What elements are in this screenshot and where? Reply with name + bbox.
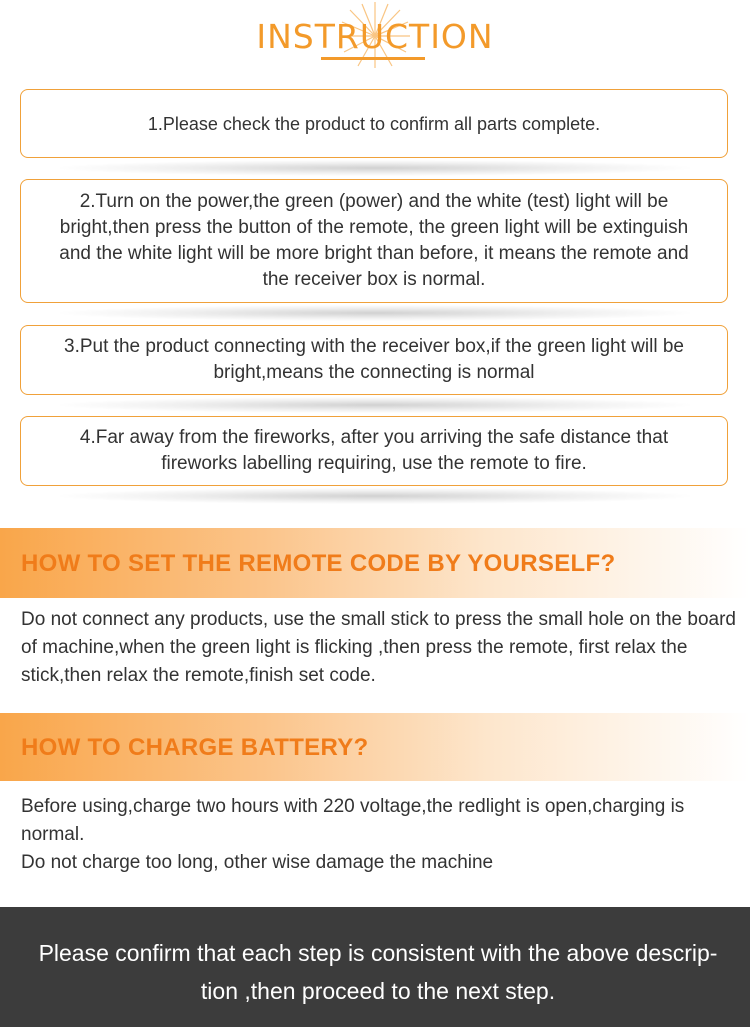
step-text: 4.Far away from the fireworks, after you arriving the safe distance that fireworks labelling requiring, use the remote to fire. <box>79 427 669 474</box>
remote-code-body: Do not connect any products, use the small stick to press the small hole on the board of machine,when the green light is flicking ,then press the remote, first relax the stick,then relax the remote,finish set code. <box>21 609 736 686</box>
page-title: INSTRUCTION <box>256 17 494 56</box>
step-card-2 <box>20 179 728 303</box>
step-card-1 <box>20 89 728 158</box>
footer-text: Please confirm that each step is consistent with the above descrip-tion ,then proceed to the next step. <box>38 940 718 1004</box>
step-card-3 <box>20 325 728 395</box>
charge-battery-line: Do not charge too long, other wise damage the machine <box>21 852 494 873</box>
page-header <box>0 0 750 70</box>
charge-battery-banner <box>0 713 750 781</box>
remote-code-banner <box>0 528 750 598</box>
charge-battery-line: Before using,charge two hours with 220 voltage,the redlight is open,charging is normal. <box>21 796 685 845</box>
title-underline <box>321 57 425 60</box>
step-text: 2.Turn on the power,the green (power) and the white (test) light will be bright,then press the button of the remote, the green light will be extinguish and the white light will be more bright than before, it means the remote and the receiver box is normal. <box>59 191 689 290</box>
charge-battery-body <box>21 793 736 877</box>
step-text: 3.Put the product connecting with the receiver box,if the green light will be bright,means the connecting is normal <box>64 336 684 383</box>
card-shadow <box>60 488 690 504</box>
step-card-4 <box>20 416 728 486</box>
step-text: 1.Please check the product to confirm all parts complete. <box>147 113 601 134</box>
remote-code-heading: HOW TO SET THE REMOTE CODE BY YOURSELF? <box>21 550 616 577</box>
card-shadow <box>60 397 690 413</box>
charge-battery-heading: HOW TO CHARGE BATTERY? <box>21 734 369 761</box>
footer-notice <box>0 907 750 1027</box>
card-shadow <box>60 160 690 176</box>
card-shadow <box>60 305 690 321</box>
